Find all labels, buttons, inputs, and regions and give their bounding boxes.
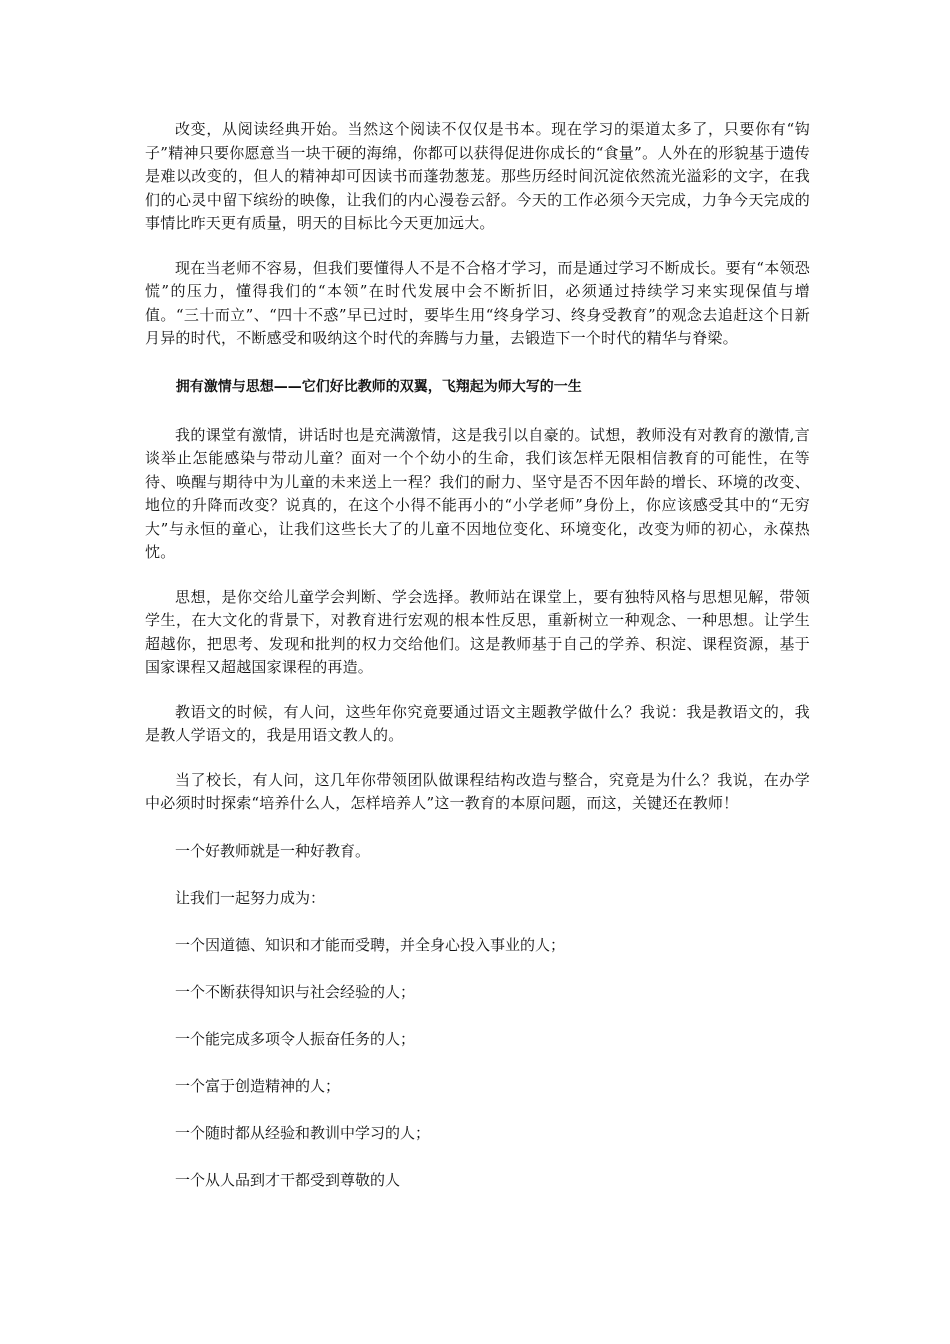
list-item: 一个不断获得知识与社会经验的人； <box>175 982 416 1001</box>
paragraph-gap <box>145 236 810 257</box>
paragraph-teaching-chinese: 教语文的时候，有人问，这些年你究竟要通过语文主题教学做什么？我说：我是教语文的，我是教人学语文的，我是用语文教人的。 <box>145 702 810 744</box>
paragraph-principal: 当了校长，有人问，这几年你带领团队做课程结构改造与整合，究竟是为什么？我说，在办学中必须时时探索“培养什么人，怎样培养人”这一教育的本原问题，而这，关键还在教师！ <box>145 770 810 812</box>
paragraph-reading-classics: 改变，从阅读经典开始。当然这个阅读不仅仅是书本。现在学习的渠道太多了，只要你有“钩子”精神只要你愿意当一块干硬的海绵，你都可以获得促进你成长的“食量”。人外在的形貌基于遗传是难以改变的，但人的精神却可因读书而蓬勃葱茏。那些历经时间沉淀依然流光溢彩的文字，在我们的心灵中留下缤纷的映像，让我们的内心漫卷云舒。今天的工作必须今天完成，力争今天完成的事情比昨天更有质量，明天的目标比今天更加远大。 <box>145 120 810 232</box>
paragraph-lifelong-learning: 现在当老师不容易，但我们要懂得人不是不合格才学习，而是通过学习不断成长。要有“本领恐慌”的压力，懂得我们的“本领”在时代发展中会不断折旧，必须通过持续学习来实现保值与增值。“三十而立”、“四十不惑”早已过时，要毕生用“终身学习、终身受教育”的观念去追赶这个日新月异的时代，不断感受和吸纳这个时代的奔腾与力量，去锻造下一个时代的精华与脊梁。 <box>145 258 810 347</box>
list-item: 一个从人品到才干都受到尊敬的人 <box>175 1170 401 1189</box>
paragraph-gap <box>145 351 810 376</box>
paragraph-gap <box>145 565 810 586</box>
paragraph-gap <box>145 863 810 887</box>
short-line: 一个好教师就是一种好教育。 <box>175 841 371 860</box>
paragraph-gap <box>145 1004 810 1028</box>
paragraph-gap <box>145 1145 810 1169</box>
list-item: 一个随时都从经验和教训中学习的人； <box>175 1123 431 1142</box>
paragraph-passion: 我的课堂有激情，讲话时也是充满激情，这是我引以自豪的。试想，教师没有对教育的激情,言谈举止怎能感染与带动儿童？面对一个个幼小的生命，我们该怎样无限相信教育的可能性，在等待、唤醒与期待中为儿童的未来送上一程？我们的耐力、坚守是否不因年龄的增长、环境的改变、地位的升降而改变？说真的，在这个小得不能再小的“小学老师”身份上，你应该感受其中的“无穷大”与永恒的童心，让我们这些长大了的儿童不因地位变化、环境变化，改变为师的初心，永葆热忱。 <box>145 425 810 561</box>
list-item: 一个能完成多项令人振奋任务的人； <box>175 1029 416 1048</box>
paragraph-gap <box>145 1051 810 1075</box>
short-line: 让我们一起努力成为： <box>175 888 326 907</box>
list-item: 一个富于创造精神的人； <box>175 1076 341 1095</box>
paragraph-gap <box>145 816 810 840</box>
document-body <box>145 118 810 1192</box>
paragraph-gap <box>145 680 810 701</box>
paragraph-thought: 思想，是你交给儿童学会判断、学会选择。教师站在课堂上，要有独特风格与思想见解，带领学生，在大文化的背景下，对教育进行宏观的根本性反思，重新树立一种观念、一种思想。让学生超越你，把思考、发现和批判的权力交给他们。这是教师基于自己的学养、积淀、课程资源，基于国家课程又超越国家课程的再造。 <box>145 587 810 676</box>
list-item: 一个因道德、知识和才能而受聘，并全身心投入事业的人； <box>175 935 566 954</box>
paragraph-gap <box>145 910 810 934</box>
paragraph-gap <box>145 399 810 424</box>
section-heading: 拥有激情与思想——它们好比教师的双翼，飞翔起为师大写的一生 <box>175 378 582 395</box>
paragraph-gap <box>145 748 810 769</box>
paragraph-gap <box>145 957 810 981</box>
paragraph-gap <box>145 1098 810 1122</box>
